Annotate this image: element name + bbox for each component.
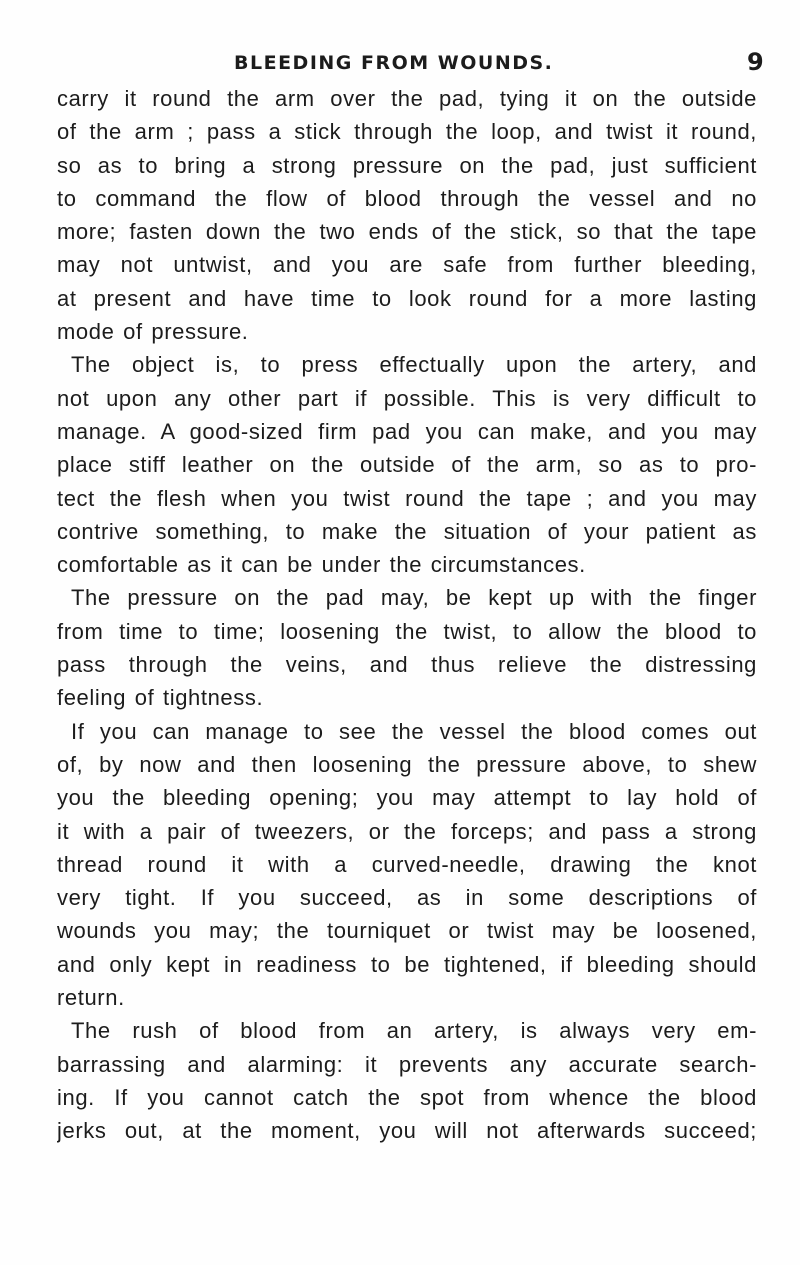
text-line: feeling of tightness.	[57, 685, 264, 711]
text-line: you the bleeding opening; you may attempt to lay hold of	[57, 785, 757, 811]
text-line: so as to bring a strong pressure on the pad, just sufficient	[57, 152, 757, 178]
body-text	[57, 82, 757, 1148]
text-line: to command the flow of blood through the vessel and no	[57, 185, 757, 211]
text-line: at present and have time to look round for a more lasting	[57, 285, 757, 311]
text-line: The pressure on the pad may, be kept up with the finger	[71, 585, 757, 611]
text-line: of, by now and then loosening the pressure above, to shew	[57, 751, 757, 777]
text-line: manage. A good-sized firm pad you can make, and you may	[57, 418, 757, 444]
text-line: and only kept in readiness to be tightened, if bleeding should	[57, 951, 757, 977]
text-line: mode of pressure.	[57, 319, 249, 345]
text-line: return.	[57, 985, 125, 1011]
text-line: place stiff leather on the outside of the arm, so as to pro-	[57, 452, 757, 478]
text-line: If you can manage to see the vessel the blood comes out	[71, 718, 757, 744]
text-line: pass through the veins, and thus relieve the distressing	[57, 652, 757, 678]
text-line: contrive something, to make the situation of your patient as	[57, 518, 757, 544]
text-line: carry it round the arm over the pad, tying it on the outside	[57, 86, 757, 111]
text-line: may not untwist, and you are safe from further bleeding,	[57, 252, 757, 278]
text-line: The rush of blood from an artery, is always very em-	[71, 1018, 757, 1044]
page-header	[0, 48, 800, 84]
running-head: BLEEDING FROM WOUNDS.	[234, 52, 554, 74]
text-line: The object is, to press effectually upon the artery, and	[71, 352, 757, 378]
text-line: barrassing and alarming: it prevents any accurate search-	[57, 1051, 757, 1077]
text-line: ing. If you cannot catch the spot from whence the blood	[57, 1084, 757, 1110]
text-line: jerks out, at the moment, you will not afterwards succeed;	[57, 1118, 757, 1144]
text-line: comfortable as it can be under the circumstances.	[57, 552, 586, 578]
text-line: not upon any other part if possible. This is very difficult to	[57, 385, 757, 411]
text-line: of the arm ; pass a stick through the loop, and twist it round,	[57, 119, 757, 145]
page-number: 9	[747, 48, 764, 76]
text-line: very tight. If you succeed, as in some descriptions of	[57, 885, 757, 911]
text-line: from time to time; loosening the twist, to allow the blood to	[57, 618, 757, 644]
text-line: tect the flesh when you twist round the tape ; and you may	[57, 485, 757, 511]
text-line: more; fasten down the two ends of the stick, so that the tape	[57, 219, 757, 245]
text-line: wounds you may; the tourniquet or twist may be loosened,	[57, 918, 757, 944]
text-line: it with a pair of tweezers, or the forceps; and pass a strong	[57, 818, 757, 844]
text-line: thread round it with a curved-needle, drawing the knot	[57, 851, 757, 877]
